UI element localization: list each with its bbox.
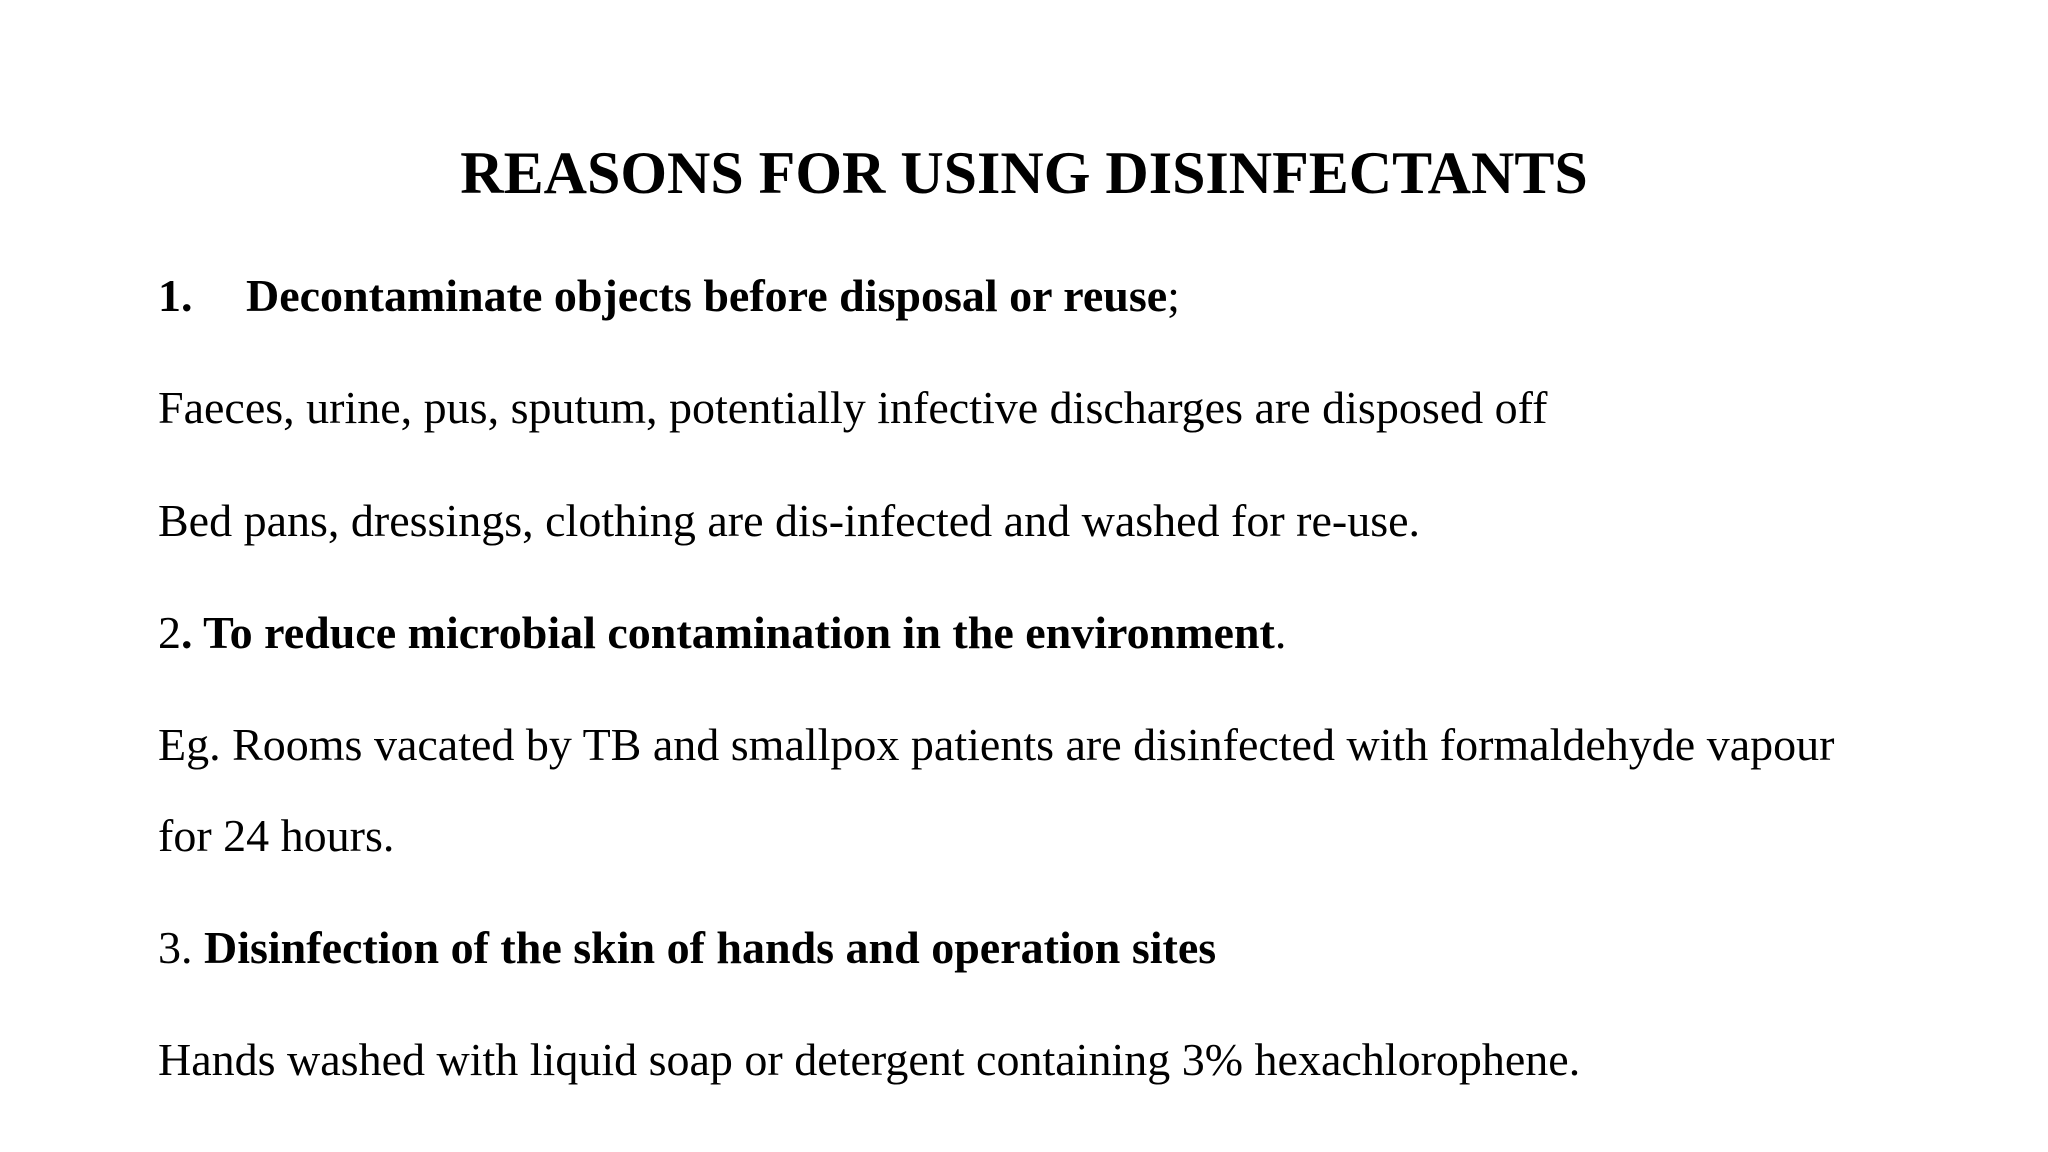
point-2-heading-text: . To reduce microbial contamination in the environment (181, 607, 1275, 658)
point-3-heading-text: Disinfection of the skin of hands and operation sites (204, 922, 1217, 973)
point-1-line-2: Bed pans, dressings, clothing are dis-infected and washed for re-use. (158, 495, 1421, 546)
point-2-heading (158, 605, 1286, 661)
point-2-line-2: for 24 hours. (158, 810, 395, 861)
point-1-punct: ; (1167, 270, 1180, 321)
point-3-line-1: Hands washed with liquid soap or detergent containing 3% hexachlorophene. (158, 1034, 1581, 1085)
point-2-punct: . (1274, 607, 1287, 658)
slide-title: REASONS FOR USING DISINFECTANTS (460, 140, 1588, 206)
point-2-line-1: Eg. Rooms vacated by TB and smallpox patients are disinfected with formaldehyde vapour (158, 719, 1835, 770)
point-1-line-1: Faeces, urine, pus, sputum, potentially infective discharges are disposed off (158, 382, 1548, 433)
point-1-heading (158, 268, 1180, 324)
point-2-number: 2 (158, 607, 181, 658)
point-1-heading-text: Decontaminate objects before disposal or reuse (246, 270, 1168, 321)
point-1-number: 1. (158, 270, 193, 321)
point-3-number: 3. (158, 922, 204, 973)
point-3-heading (158, 920, 1216, 976)
